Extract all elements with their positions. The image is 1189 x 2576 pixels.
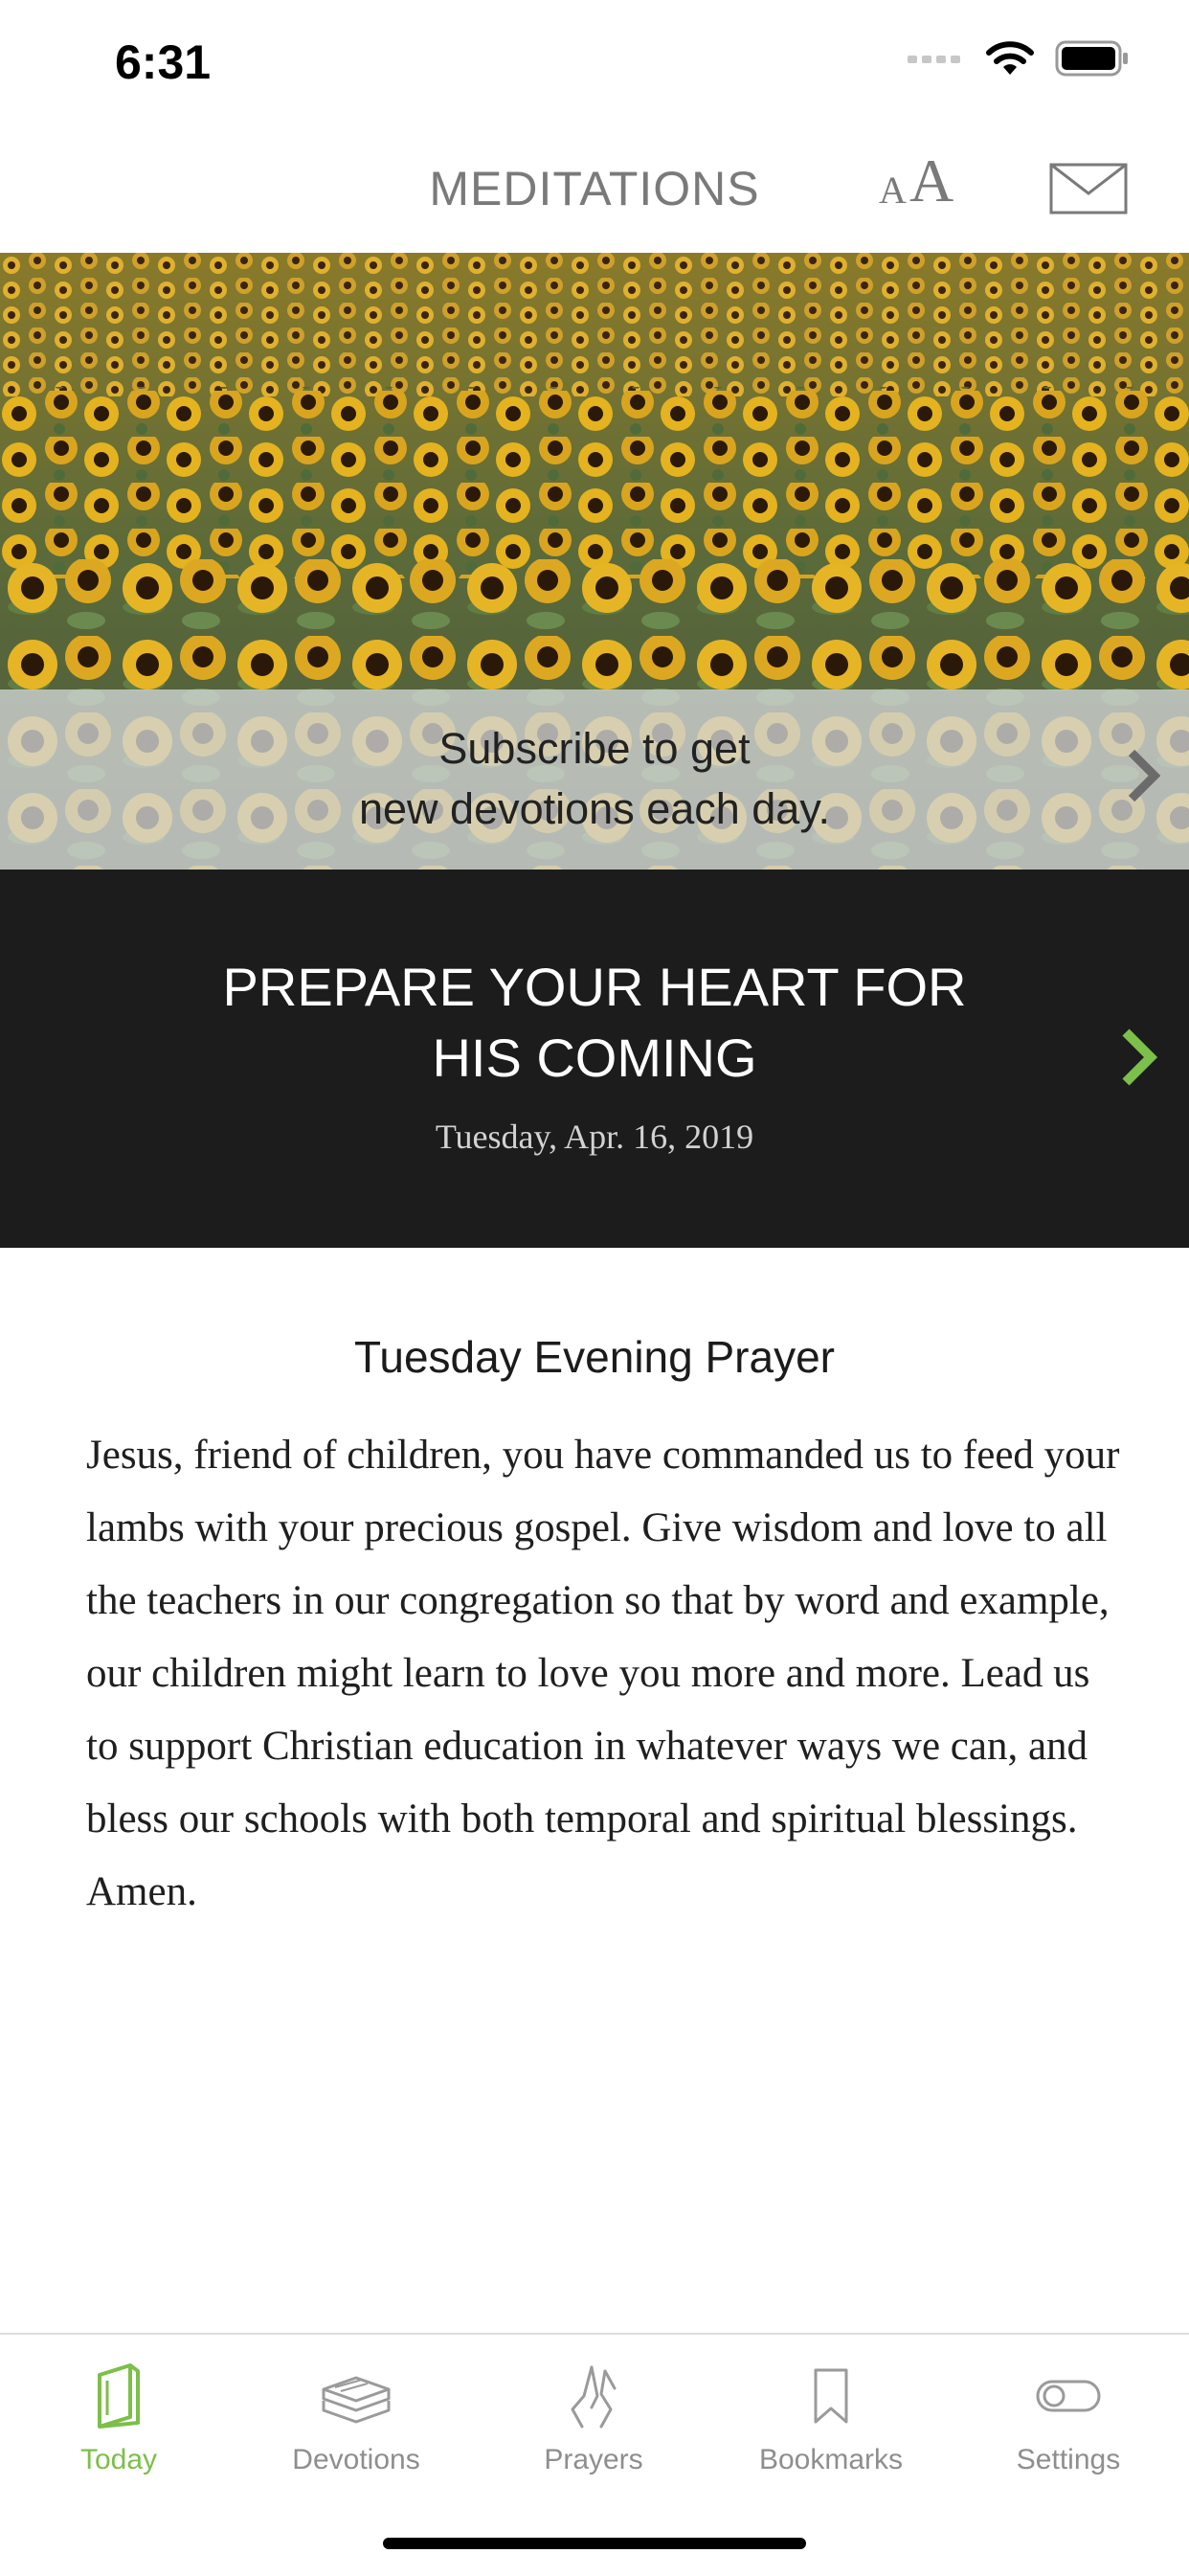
featured-devotion[interactable] bbox=[0, 870, 1189, 1248]
nav-bar bbox=[0, 124, 1189, 253]
tab-bookmarks[interactable] bbox=[712, 2335, 950, 2526]
tab-bookmarks-label: Bookmarks bbox=[758, 2444, 904, 2475]
prayer-text: Jesus, friend of children, you have commanded us to feed your lambs with your precious gospel. Give wisdom and love to all the teachers in our congregation so that by word and example, our children might learn to love you more and more. Lead us to support Christian education in whatever ways we can, and bless our schools with both temporal and spiritual blessings. Amen. bbox=[86, 1433, 1120, 1914]
status-bar bbox=[0, 0, 1189, 124]
tab-today-label: Today bbox=[79, 2444, 158, 2475]
font-size-small-glyph: A bbox=[879, 169, 907, 212]
signal-icon bbox=[908, 52, 965, 65]
toggle-icon bbox=[1035, 2377, 1102, 2415]
tab-devotions[interactable] bbox=[237, 2335, 475, 2526]
subscribe-banner[interactable] bbox=[0, 689, 1189, 870]
wifi-icon bbox=[986, 40, 1034, 77]
bookmark-icon bbox=[810, 2366, 852, 2426]
tab-prayers-label: Prayers bbox=[544, 2444, 643, 2475]
featured-date: Tuesday, Apr. 16, 2019 bbox=[435, 1118, 754, 1156]
status-time: 6:31 bbox=[115, 35, 212, 89]
book-stack-icon bbox=[320, 2368, 393, 2424]
home-indicator[interactable] bbox=[383, 2538, 806, 2549]
book-icon bbox=[92, 2361, 146, 2430]
praying-hands-icon bbox=[563, 2361, 624, 2430]
subscribe-line-1: Subscribe to get bbox=[438, 724, 751, 773]
page-title: MEDITATIONS bbox=[429, 162, 760, 215]
tab-today[interactable] bbox=[0, 2335, 237, 2526]
tab-settings-label: Settings bbox=[1016, 2444, 1121, 2475]
featured-title bbox=[0, 957, 1189, 1088]
featured-title-line-1: PREPARE YOUR HEART FOR bbox=[222, 957, 967, 1017]
hero-image bbox=[0, 253, 1189, 870]
subscribe-line-2: new devotions each day. bbox=[359, 784, 830, 833]
font-size-large-glyph: A bbox=[909, 147, 954, 215]
tab-prayers[interactable] bbox=[475, 2335, 712, 2526]
chevron-right-icon bbox=[1126, 747, 1160, 804]
status-icons bbox=[908, 40, 1130, 77]
envelope-icon bbox=[1049, 163, 1128, 215]
featured-title-line-2: HIS COMING bbox=[432, 1028, 757, 1088]
tab-devotions-label: Devotions bbox=[292, 2444, 420, 2475]
mail-button[interactable] bbox=[1049, 163, 1128, 219]
prayer-title: Tuesday Evening Prayer bbox=[353, 1332, 835, 1382]
tab-settings[interactable] bbox=[950, 2335, 1187, 2526]
battery-icon bbox=[1055, 40, 1130, 77]
font-size-button[interactable] bbox=[879, 147, 959, 220]
chevron-right-icon bbox=[1120, 1027, 1158, 1088]
subscribe-text bbox=[0, 718, 1189, 839]
